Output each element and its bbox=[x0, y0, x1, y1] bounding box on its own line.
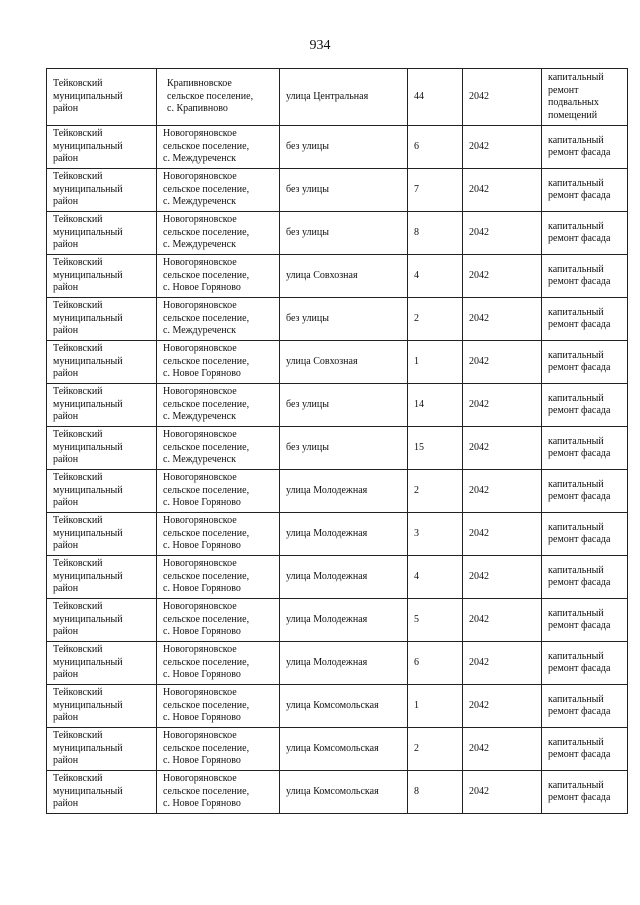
settlement-cell: Новогоряновское сельское поселение, с. Новое Горяново bbox=[157, 642, 280, 685]
street-cell: без улицы bbox=[280, 427, 408, 470]
year-cell: 2042 bbox=[463, 728, 542, 771]
table-row bbox=[47, 642, 628, 685]
year-cell: 2042 bbox=[463, 771, 542, 814]
work-type-cell: капитальный ремонт фасада bbox=[542, 556, 628, 599]
work-type-cell: капитальный ремонт фасада bbox=[542, 384, 628, 427]
house-number-cell: 1 bbox=[408, 341, 463, 384]
table-row bbox=[47, 599, 628, 642]
settlement-cell: Новогоряновское сельское поселение, с. Междуреченск bbox=[157, 212, 280, 255]
work-type-cell: капитальный ремонт фасада bbox=[542, 169, 628, 212]
year-cell: 2042 bbox=[463, 642, 542, 685]
district-cell: Тейковский муниципальный район bbox=[47, 728, 157, 771]
settlement-cell: Новогоряновское сельское поселение, с. Новое Горяново bbox=[157, 599, 280, 642]
street-cell: без улицы bbox=[280, 212, 408, 255]
work-type-cell: капитальный ремонт фасада bbox=[542, 642, 628, 685]
table-row bbox=[47, 212, 628, 255]
house-number-cell: 4 bbox=[408, 556, 463, 599]
settlement-cell: Новогоряновское сельское поселение, с. Новое Горяново bbox=[157, 685, 280, 728]
district-cell: Тейковский муниципальный район bbox=[47, 298, 157, 341]
house-number-cell: 15 bbox=[408, 427, 463, 470]
settlement-cell: Новогоряновское сельское поселение, с. Новое Горяново bbox=[157, 341, 280, 384]
year-cell: 2042 bbox=[463, 255, 542, 298]
street-cell: улица Комсомольская bbox=[280, 685, 408, 728]
year-cell: 2042 bbox=[463, 298, 542, 341]
district-cell: Тейковский муниципальный район bbox=[47, 255, 157, 298]
table-row bbox=[47, 771, 628, 814]
street-cell: улица Центральная bbox=[280, 69, 408, 126]
work-type-cell: капитальный ремонт фасада bbox=[542, 298, 628, 341]
table-row bbox=[47, 513, 628, 556]
district-cell: Тейковский муниципальный район bbox=[47, 685, 157, 728]
table-row bbox=[47, 556, 628, 599]
settlement-cell: Новогоряновское сельское поселение, с. Новое Горяново bbox=[157, 771, 280, 814]
settlement-cell: Крапивновское сельское поселение, с. Крапивново bbox=[157, 69, 280, 126]
page-number: 934 bbox=[309, 38, 331, 53]
street-cell: без улицы bbox=[280, 384, 408, 427]
district-cell: Тейковский муниципальный район bbox=[47, 556, 157, 599]
work-type-cell: капитальный ремонт фасада bbox=[542, 341, 628, 384]
settlement-cell: Новогоряновское сельское поселение, с. Новое Горяново bbox=[157, 728, 280, 771]
house-number-cell: 1 bbox=[408, 685, 463, 728]
year-cell: 2042 bbox=[463, 556, 542, 599]
street-cell: улица Комсомольская bbox=[280, 728, 408, 771]
house-number-cell: 5 bbox=[408, 599, 463, 642]
work-type-cell: капитальный ремонт фасада bbox=[542, 685, 628, 728]
work-type-cell: капитальный ремонт фасада bbox=[542, 126, 628, 169]
house-number-cell: 8 bbox=[408, 771, 463, 814]
year-cell: 2042 bbox=[463, 427, 542, 470]
district-cell: Тейковский муниципальный район bbox=[47, 212, 157, 255]
street-cell: улица Молодежная bbox=[280, 642, 408, 685]
settlement-cell: Новогоряновское сельское поселение, с. Новое Горяново bbox=[157, 470, 280, 513]
repair-schedule-table bbox=[46, 68, 628, 814]
house-number-cell: 3 bbox=[408, 513, 463, 556]
table-row bbox=[47, 427, 628, 470]
street-cell: улица Молодежная bbox=[280, 556, 408, 599]
house-number-cell: 2 bbox=[408, 470, 463, 513]
year-cell: 2042 bbox=[463, 470, 542, 513]
work-type-cell: капитальный ремонт подвальных помещений bbox=[542, 69, 628, 126]
work-type-cell: капитальный ремонт фасада bbox=[542, 728, 628, 771]
street-cell: без улицы bbox=[280, 126, 408, 169]
table-row bbox=[47, 69, 628, 126]
year-cell: 2042 bbox=[463, 341, 542, 384]
settlement-cell: Новогоряновское сельское поселение, с. Новое Горяново bbox=[157, 513, 280, 556]
year-cell: 2042 bbox=[463, 513, 542, 556]
street-cell: улица Молодежная bbox=[280, 599, 408, 642]
settlement-cell: Новогоряновское сельское поселение, с. Новое Горяново bbox=[157, 556, 280, 599]
settlement-cell: Новогоряновское сельское поселение, с. Междуреченск bbox=[157, 384, 280, 427]
table-row bbox=[47, 341, 628, 384]
work-type-cell: капитальный ремонт фасада bbox=[542, 771, 628, 814]
house-number-cell: 7 bbox=[408, 169, 463, 212]
work-type-cell: капитальный ремонт фасада bbox=[542, 212, 628, 255]
work-type-cell: капитальный ремонт фасада bbox=[542, 427, 628, 470]
district-cell: Тейковский муниципальный район bbox=[47, 126, 157, 169]
table-row bbox=[47, 685, 628, 728]
settlement-cell: Новогоряновское сельское поселение, с. Новое Горяново bbox=[157, 255, 280, 298]
table-row bbox=[47, 728, 628, 771]
table-row bbox=[47, 126, 628, 169]
year-cell: 2042 bbox=[463, 384, 542, 427]
table-row bbox=[47, 169, 628, 212]
work-type-cell: капитальный ремонт фасада bbox=[542, 255, 628, 298]
year-cell: 2042 bbox=[463, 169, 542, 212]
district-cell: Тейковский муниципальный район bbox=[47, 771, 157, 814]
street-cell: улица Совхозная bbox=[280, 341, 408, 384]
house-number-cell: 14 bbox=[408, 384, 463, 427]
work-type-cell: капитальный ремонт фасада bbox=[542, 513, 628, 556]
house-number-cell: 2 bbox=[408, 728, 463, 771]
settlement-cell: Новогоряновское сельское поселение, с. Междуреченск bbox=[157, 427, 280, 470]
district-cell: Тейковский муниципальный район bbox=[47, 470, 157, 513]
street-cell: улица Молодежная bbox=[280, 513, 408, 556]
street-cell: без улицы bbox=[280, 169, 408, 212]
settlement-cell: Новогоряновское сельское поселение, с. Междуреченск bbox=[157, 126, 280, 169]
house-number-cell: 2 bbox=[408, 298, 463, 341]
district-cell: Тейковский муниципальный район bbox=[47, 169, 157, 212]
street-cell: улица Совхозная bbox=[280, 255, 408, 298]
street-cell: улица Молодежная bbox=[280, 470, 408, 513]
street-cell: без улицы bbox=[280, 298, 408, 341]
table-row bbox=[47, 298, 628, 341]
table-row bbox=[47, 470, 628, 513]
table-row bbox=[47, 255, 628, 298]
house-number-cell: 6 bbox=[408, 126, 463, 169]
work-type-cell: капитальный ремонт фасада bbox=[542, 599, 628, 642]
house-number-cell: 44 bbox=[408, 69, 463, 126]
district-cell: Тейковский муниципальный район bbox=[47, 427, 157, 470]
house-number-cell: 4 bbox=[408, 255, 463, 298]
year-cell: 2042 bbox=[463, 69, 542, 126]
settlement-cell: Новогоряновское сельское поселение, с. Междуреченск bbox=[157, 298, 280, 341]
district-cell: Тейковский муниципальный район bbox=[47, 599, 157, 642]
settlement-cell: Новогоряновское сельское поселение, с. Междуреченск bbox=[157, 169, 280, 212]
house-number-cell: 6 bbox=[408, 642, 463, 685]
work-type-cell: капитальный ремонт фасада bbox=[542, 470, 628, 513]
district-cell: Тейковский муниципальный район bbox=[47, 642, 157, 685]
street-cell: улица Комсомольская bbox=[280, 771, 408, 814]
district-cell: Тейковский муниципальный район bbox=[47, 513, 157, 556]
district-cell: Тейковский муниципальный район bbox=[47, 384, 157, 427]
year-cell: 2042 bbox=[463, 212, 542, 255]
district-cell: Тейковский муниципальный район bbox=[47, 341, 157, 384]
table-row bbox=[47, 384, 628, 427]
year-cell: 2042 bbox=[463, 685, 542, 728]
year-cell: 2042 bbox=[463, 126, 542, 169]
year-cell: 2042 bbox=[463, 599, 542, 642]
house-number-cell: 8 bbox=[408, 212, 463, 255]
district-cell: Тейковский муниципальный район bbox=[47, 69, 157, 126]
